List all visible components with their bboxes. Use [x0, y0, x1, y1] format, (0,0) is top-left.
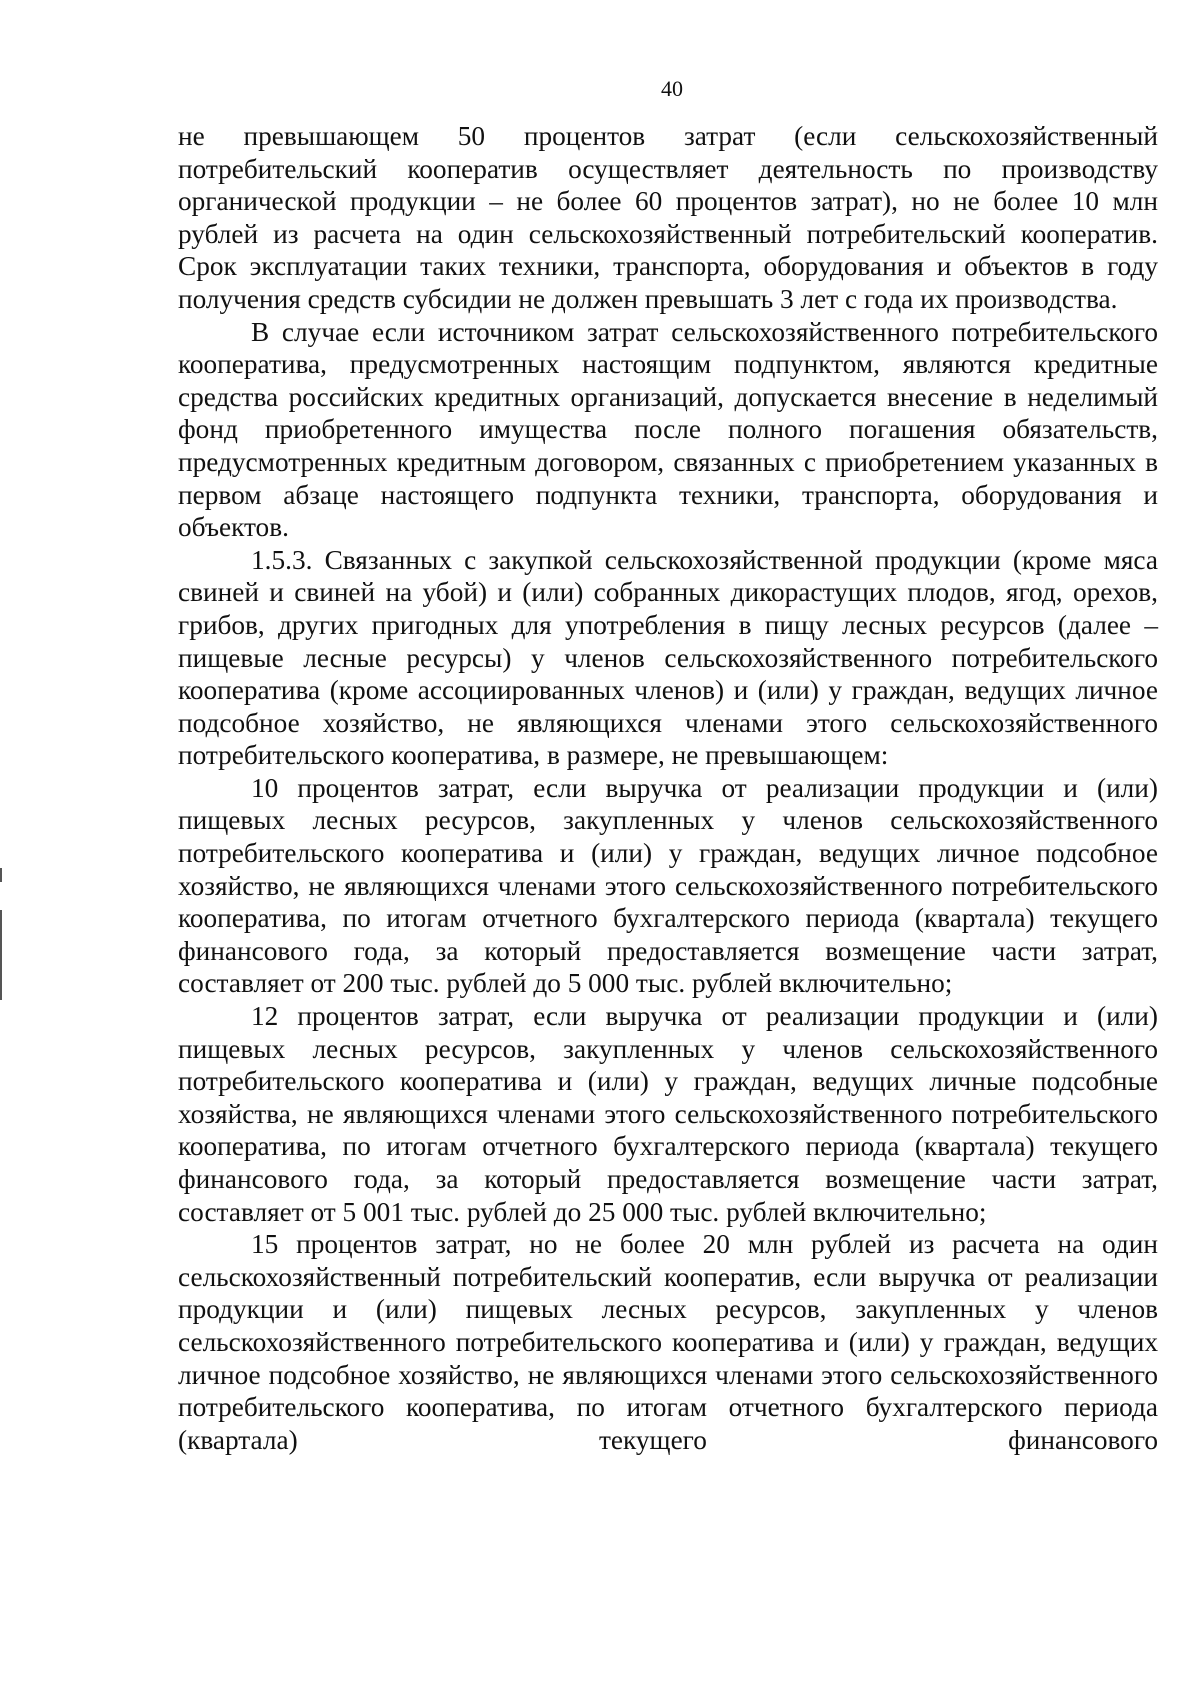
- text-line: членами этого сельскохозяйственного потребительского кооператива,: [178, 707, 1158, 771]
- text-line: сельскохозяйственного потребительского кооператива, по итогам отчетного: [178, 1098, 1158, 1162]
- text-line: сельскохозяйственного потребительского кооператива, по итогам отчетного: [178, 870, 1158, 934]
- text-line: сельскохозяйственного потребительского кооператива и (или) у граждан,: [178, 1033, 1159, 1097]
- text-line: от реализации продукции и (или) пищевых лесных ресурсов, закупленных: [178, 1261, 1158, 1325]
- text-line: ведущих личное подсобное хозяйство, не являющихся членами этого: [178, 838, 1159, 901]
- page-number: 40: [661, 76, 683, 101]
- text-line: предоставляется возмещение части затрат, составляет от 5 001 тыс. рублей: [178, 1164, 1159, 1227]
- paragraph-4: [178, 772, 1158, 1000]
- text-line: ведущих личные подсобные хозяйства, не являющихся членами этого: [178, 1066, 1158, 1129]
- paragraph-1: [178, 120, 1158, 316]
- scan-edge-mark: [0, 910, 2, 1000]
- text-line: потребительского кооператива, предусмотренных настоящим подпунктом,: [178, 316, 1159, 380]
- text-line: членами этого сельскохозяйственного потребительского кооператива,: [178, 1359, 1158, 1423]
- text-line: внесение в неделимый фонд приобретенного имущества после полного: [178, 381, 1159, 445]
- text-line: не превышающем 50 процентов затрат (если сельскохозяйственный: [178, 121, 1158, 151]
- text-line: сельскохозяйственный потребительский кооператив, если выручка: [178, 1261, 976, 1292]
- text-line: 10 процентов затрат, если выручка от реализации продукции: [251, 772, 1045, 803]
- text-line: кооператив. Срок эксплуатации таких техники, транспорта, оборудования: [178, 218, 1158, 282]
- text-line: у членов сельскохозяйственного потребительского кооператива: [178, 1294, 1158, 1357]
- text-line: с года их производства.: [844, 283, 1118, 314]
- text-line: транспорта, оборудования и объектов.: [178, 479, 1158, 543]
- paragraph-2: [178, 316, 1158, 544]
- text-line: и (или) у граждан, ведущих личное подсобное хозяйство, не являющихся: [178, 675, 1158, 738]
- text-line: предоставляется возмещение части затрат, составляет от 200 тыс. рублей: [178, 935, 1159, 999]
- text-line: потребительского кооператива (кроме ассоциированных членов): [178, 642, 1158, 706]
- text-line: 10 млн рублей из расчета на один сельскохозяйственный потребительский: [178, 186, 1158, 249]
- text-line: и объектов в году получения средств субсидии не должен превышать 3 лет: [178, 251, 1158, 314]
- text-line: потребительский кооператив осуществляет деятельность по производству: [178, 153, 1158, 184]
- text-line: органической продукции – не более 60 процентов затрат), но не более: [178, 186, 1059, 217]
- text-line: бухгалтерского периода (квартала) текущего финансового года, за который: [178, 1131, 1158, 1194]
- paragraph-5: [178, 1000, 1158, 1228]
- text-line: (далее – пищевые лесные ресурсы) у членов сельскохозяйственного: [178, 609, 1158, 673]
- scan-edge-mark: [0, 868, 2, 882]
- document-body: [178, 120, 1158, 1456]
- text-line: мяса свиней и свиней на убой) и (или) собранных дикорастущих плодов, ягод,: [178, 544, 1158, 608]
- text-line: погашения обязательств, предусмотренных кредитным договором, связанных: [178, 414, 1159, 477]
- text-line: по итогам отчетного бухгалтерского периода (квартала) текущего финансового: [178, 1392, 1159, 1455]
- text-line: В случае если источником затрат сельскохозяйственного: [251, 316, 939, 347]
- text-line: 1.5.3. Связанных с закупкой сельскохозяйственной продукции (кроме: [251, 544, 1092, 575]
- text-line: сельскохозяйственного потребительского кооператива и (или) у граждан,: [178, 805, 1159, 869]
- text-line: бухгалтерского периода (квартала) текущего финансового года, за который: [178, 903, 1158, 966]
- text-line: и (или) у граждан, ведущих личное подсобное хозяйство, не являющихся: [178, 1326, 1158, 1390]
- text-line: являются кредитные средства российских кредитных организаций, допускается: [178, 349, 1158, 412]
- text-line: и (или) пищевых лесных ресурсов, закупленных у членов: [178, 772, 1159, 836]
- paragraph-6: [178, 1228, 1158, 1456]
- text-line: орехов, грибов, других пригодных для употребления в пищу лесных ресурсов: [178, 577, 1158, 640]
- text-line: до 5 000 тыс. рублей включительно;: [533, 968, 953, 999]
- text-line: с приобретением указанных в первом абзаце настоящего подпункта техники,: [178, 446, 1158, 510]
- paragraph-3: [178, 544, 1158, 772]
- text-line: 15 процентов затрат, но не более 20 млн рублей из расчета на один: [251, 1229, 1158, 1260]
- text-line: и (или) пищевых лесных ресурсов, закупленных у членов: [178, 1001, 1159, 1064]
- text-line: до 25 000 тыс. рублей включительно;: [553, 1196, 987, 1227]
- text-line: 12 процентов затрат, если выручка от реализации продукции: [251, 1001, 1045, 1032]
- text-line: в размере, не превышающем:: [546, 740, 889, 771]
